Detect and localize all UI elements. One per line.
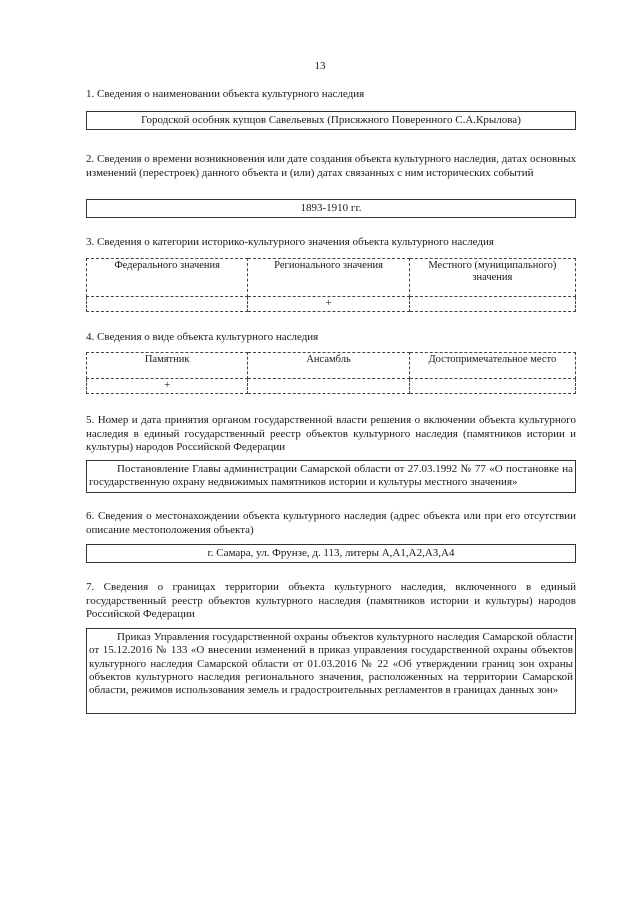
address-box (86, 544, 576, 563)
section-6-heading: 6. Сведения о местонахождении объекта культурного наследия (адрес объекта или при его отсутствии описание местоположения объекта) (86, 510, 576, 536)
category-table (86, 258, 576, 312)
address-value: г. Самара, ул. Фрунзе, д. 113, литеры А,А1,А2,А3,А4 (207, 547, 455, 559)
category-regional-header: Регионального значения (248, 259, 409, 297)
type-ensemble-mark (248, 379, 409, 394)
category-local-header: Местного (муниципального) значения (409, 259, 575, 297)
creation-date-box (86, 199, 576, 218)
type-table (86, 352, 576, 394)
section-2-heading: 2. Сведения о времени возникновения или дате создания объекта культурного наследия, датах основных изменений (перестроек) данного объекта и (или) датах связанных с ним исторических событий (86, 153, 576, 179)
section-1-heading: 1. Сведения о наименовании объекта культурного наследия (86, 88, 365, 100)
category-header-row (87, 259, 576, 297)
boundaries-box (86, 628, 576, 714)
registry-decision-value: Постановление Главы администрации Самарской области от 27.03.1992 № 77 «О постановке на государственную охрану недвижимых памятников истории и культуры местного значения» (89, 463, 573, 488)
section-5-heading: 5. Номер и дата принятия органом государственной власти решения о включении объекта культурного наследия в единый государственный реестр объектов культурного наследия (памятников истории и культуры) народов Российской Федерации (86, 414, 576, 453)
category-local-mark (409, 297, 575, 312)
type-header-row (87, 353, 576, 379)
boundaries-value: Приказ Управления государственной охраны объектов культурного наследия Самарской области от 15.12.2016 № 133 «О внесении изменений в приказ управления государственной охраны объектов культурного наследия Самарской области от 01.03.2016 № 22 «Об утверждении границ зон охраны объектов культурного наследия регионального значения, расположенных на территории Самарской области, режимов использования земель и градостроительных регламентов в границах данных зон» (89, 631, 573, 697)
type-monument-header: Памятник (87, 353, 248, 379)
category-mark-row (87, 297, 576, 312)
category-federal-mark (87, 297, 248, 312)
type-landmark-mark (409, 379, 575, 394)
object-name-box (86, 111, 576, 130)
type-mark-row (87, 379, 576, 394)
registry-decision-box (86, 460, 576, 493)
type-landmark-header: Достопримечательное место (409, 353, 575, 379)
type-ensemble-header: Ансамбль (248, 353, 409, 379)
section-7-heading: 7. Сведения о границах территории объекта культурного наследия, включенного в единый государственный реестр объектов культурного наследия (памятников истории и культуры) народов Российской Федерации (86, 581, 576, 620)
object-name-value: Городской особняк купцов Савельевых (Присяжного Поверенного С.А.Крылова) (141, 114, 521, 126)
section-4-heading: 4. Сведения о виде объекта культурного наследия (86, 331, 319, 343)
page-number: 13 (314, 60, 326, 72)
category-regional-mark: + (248, 297, 409, 312)
type-monument-mark: + (87, 379, 248, 394)
section-3-heading: 3. Сведения о категории историко-культурного значения объекта культурного наследия (86, 236, 494, 248)
creation-date-value: 1893-1910 гг. (300, 202, 362, 214)
category-federal-header: Федерального значения (87, 259, 248, 297)
